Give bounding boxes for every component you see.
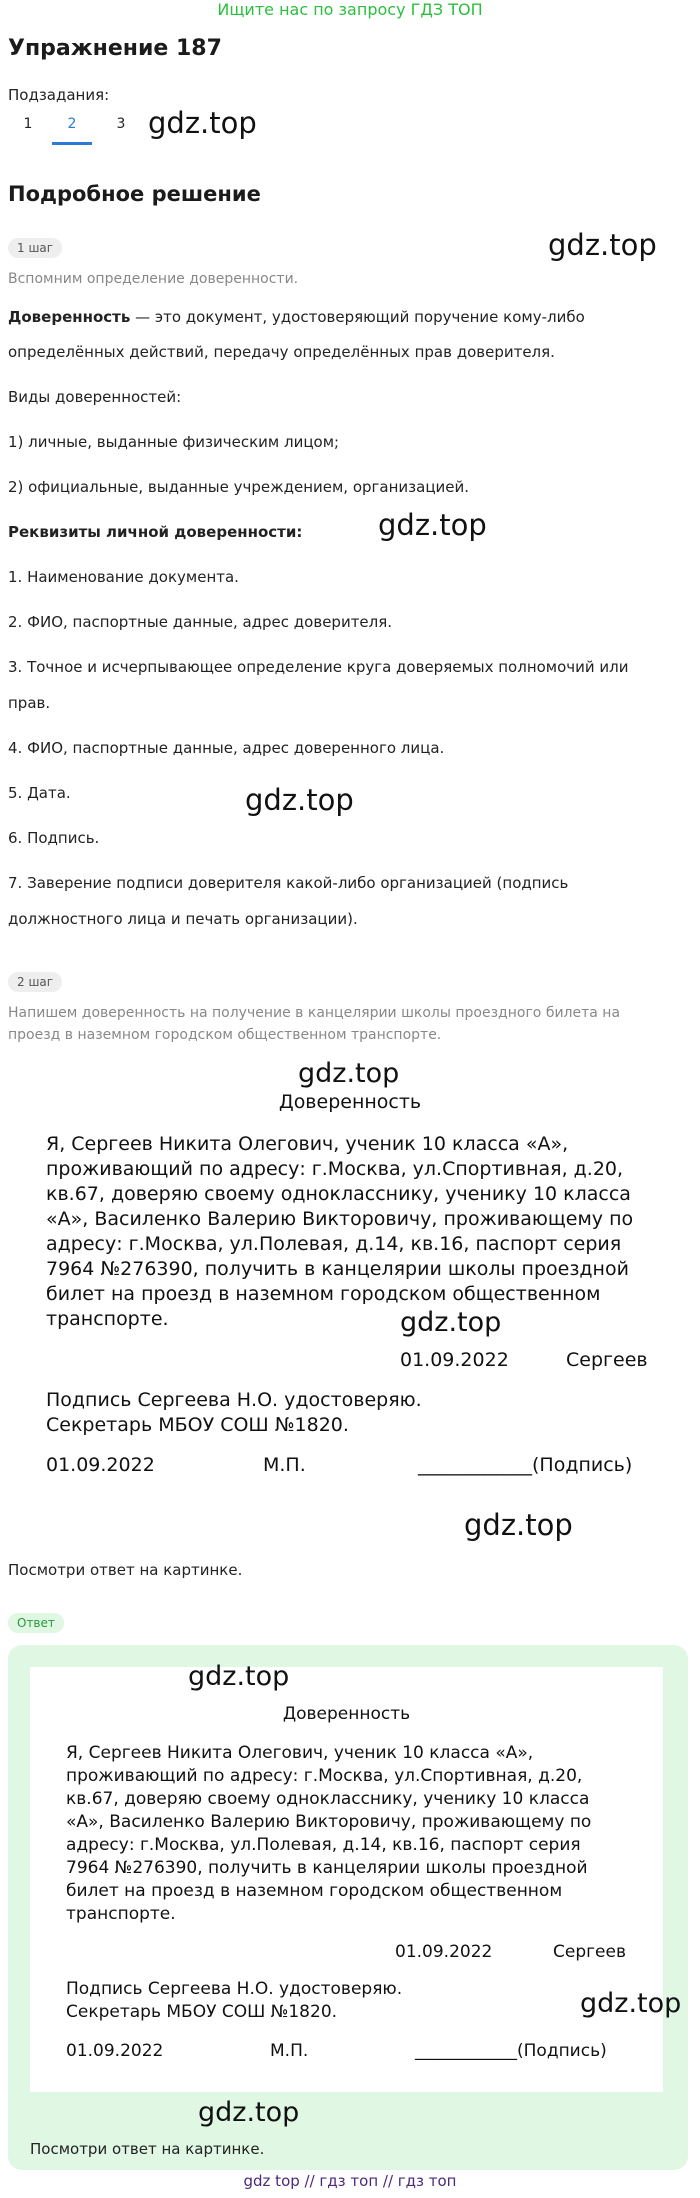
document-date: 01.09.2022	[66, 2041, 164, 2061]
definition-term: Доверенность	[8, 308, 131, 326]
watermark: gdz.top	[548, 228, 657, 262]
see-picture-text: Посмотри ответ на картинке.	[8, 1561, 243, 1579]
document-line: транспорте.	[66, 1904, 176, 1924]
document-certify: Подпись Сергеева Н.О. удостоверяю.	[46, 1389, 422, 1411]
watermark: gdz.top	[198, 2097, 300, 2128]
document-signature-line: ____________(Подпись)	[418, 1454, 633, 1476]
requisite-item: 4. ФИО, паспортные данные, адрес доверенного лица.	[8, 739, 445, 757]
footer-links[interactable]: gdz top // гдз топ // гдз топ	[243, 2172, 457, 2190]
document-line: 7964 №276390, получить в канцелярии школы проездной	[66, 1858, 588, 1878]
document-certify: Подпись Сергеева Н.О. удостоверяю.	[66, 1979, 403, 1999]
definition-line-1	[8, 300, 688, 335]
tab-subtask-2[interactable]: 2	[67, 116, 77, 132]
tab-subtask-1[interactable]: 1	[23, 116, 33, 132]
requisite-item: 7. Заверение подписи доверителя какой-либо организацией (подпись	[8, 874, 569, 892]
document-line: Я, Сергеев Никита Олегович, ученик 10 класса «А»,	[46, 1133, 569, 1155]
watermark: gdz.top	[298, 1058, 400, 1089]
document-line: билет на проезд в наземном городском общественном	[46, 1283, 601, 1305]
requisite-item: 2. ФИО, паспортные данные, адрес доверителя.	[8, 613, 393, 631]
document-line: «А», Василенко Валерию Викторовичу, проживающему по	[66, 1812, 592, 1832]
watermark: gdz.top	[245, 783, 354, 817]
document-date: 01.09.2022	[400, 1349, 509, 1371]
document-line: кв.67, доверяю своему однокласснику, ученику 10 класса	[46, 1183, 631, 1205]
step-hint: Напишем доверенность на получение в канцелярии школы проездного билета на	[8, 1005, 621, 1021]
document-line: транспорте.	[46, 1308, 169, 1330]
document-secretary: Секретарь МБОУ СОШ №1820.	[66, 2002, 338, 2022]
search-banner: Ищите нас по запросу ГДЗ ТОП	[217, 0, 483, 19]
step-badge: 2 шаг	[8, 972, 62, 992]
type-item: 1) личные, выданные физическим лицом;	[8, 433, 340, 451]
watermark: gdz.top	[580, 1988, 682, 2019]
document-line: адресу: г.Москва, ул.Полевая, д.14, кв.16, паспорт серия	[66, 1835, 581, 1855]
document-date: 01.09.2022	[395, 1942, 493, 1962]
requisite-item: 1. Наименование документа.	[8, 568, 239, 586]
definition-text: — это документ, удостоверяющий поручение кому-либо	[130, 308, 585, 326]
step-hint: проезд в наземном городском общественном транспорте.	[8, 1027, 442, 1043]
step-badge: 1 шаг	[8, 238, 62, 258]
step-hint: Вспомним определение доверенности.	[8, 271, 299, 287]
requisites-title: Реквизиты личной доверенности:	[8, 523, 303, 541]
requisite-item: 6. Подпись.	[8, 829, 100, 847]
document-date: 01.09.2022	[46, 1454, 155, 1476]
document-body	[46, 1132, 633, 1332]
document-title: Доверенность	[282, 1704, 411, 1724]
document-line: проживающий по адресу: г.Москва, ул.Спортивная, д.20,	[46, 1158, 624, 1180]
subtasks-label: Подзадания:	[8, 86, 110, 104]
watermark: gdz.top	[400, 1307, 502, 1338]
document-signer: Сергеев	[566, 1349, 648, 1371]
document-line: кв.67, доверяю своему однокласснику, ученику 10 класса	[66, 1789, 590, 1809]
requisite-item-cont: прав.	[8, 694, 51, 712]
requisite-item: 3. Точное и исчерпывающее определение круга доверяемых полномочий или	[8, 658, 629, 676]
solution-title: Подробное решение	[8, 182, 261, 206]
page-title: Упражнение 187	[8, 36, 222, 61]
document-body	[66, 1742, 591, 1926]
watermark: gdz.top	[188, 1661, 290, 1692]
document-signer: Сергеев	[553, 1942, 626, 1962]
document-seal: М.П.	[270, 2041, 309, 2061]
type-item: 2) официальные, выданные учреждением, организацией.	[8, 478, 470, 496]
document-line: проживающий по адресу: г.Москва, ул.Спортивная, д.20,	[66, 1766, 583, 1786]
document-seal: М.П.	[263, 1454, 306, 1476]
requisite-item: 5. Дата.	[8, 784, 71, 802]
active-tab-indicator	[52, 142, 92, 145]
watermark: gdz.top	[148, 106, 257, 140]
document-title: Доверенность	[278, 1091, 422, 1113]
document-signature-line: ____________(Подпись)	[415, 2041, 607, 2061]
tab-subtask-3[interactable]: 3	[116, 116, 126, 132]
requisite-item-cont: должностного лица и печать организации).	[8, 910, 358, 928]
document-line: «А», Василенко Валерию Викторовичу, проживающему по	[46, 1208, 634, 1230]
document-line: 7964 №276390, получить в канцелярии школы проездной	[46, 1258, 629, 1280]
document-line: билет на проезд в наземном городском общественном	[66, 1881, 563, 1901]
watermark: gdz.top	[378, 508, 487, 542]
types-title: Виды доверенностей:	[8, 388, 182, 406]
answer-badge: Ответ	[8, 1613, 64, 1633]
document-line: Я, Сергеев Никита Олегович, ученик 10 класса «А»,	[66, 1743, 534, 1763]
watermark: gdz.top	[464, 1508, 573, 1542]
see-picture-text: Посмотри ответ на картинке.	[30, 2140, 265, 2158]
document-line: адресу: г.Москва, ул.Полевая, д.14, кв.16, паспорт серия	[46, 1233, 622, 1255]
definition-line-2: определённых действий, передачу определённых прав доверителя.	[8, 343, 555, 361]
document-secretary: Секретарь МБОУ СОШ №1820.	[46, 1414, 349, 1436]
